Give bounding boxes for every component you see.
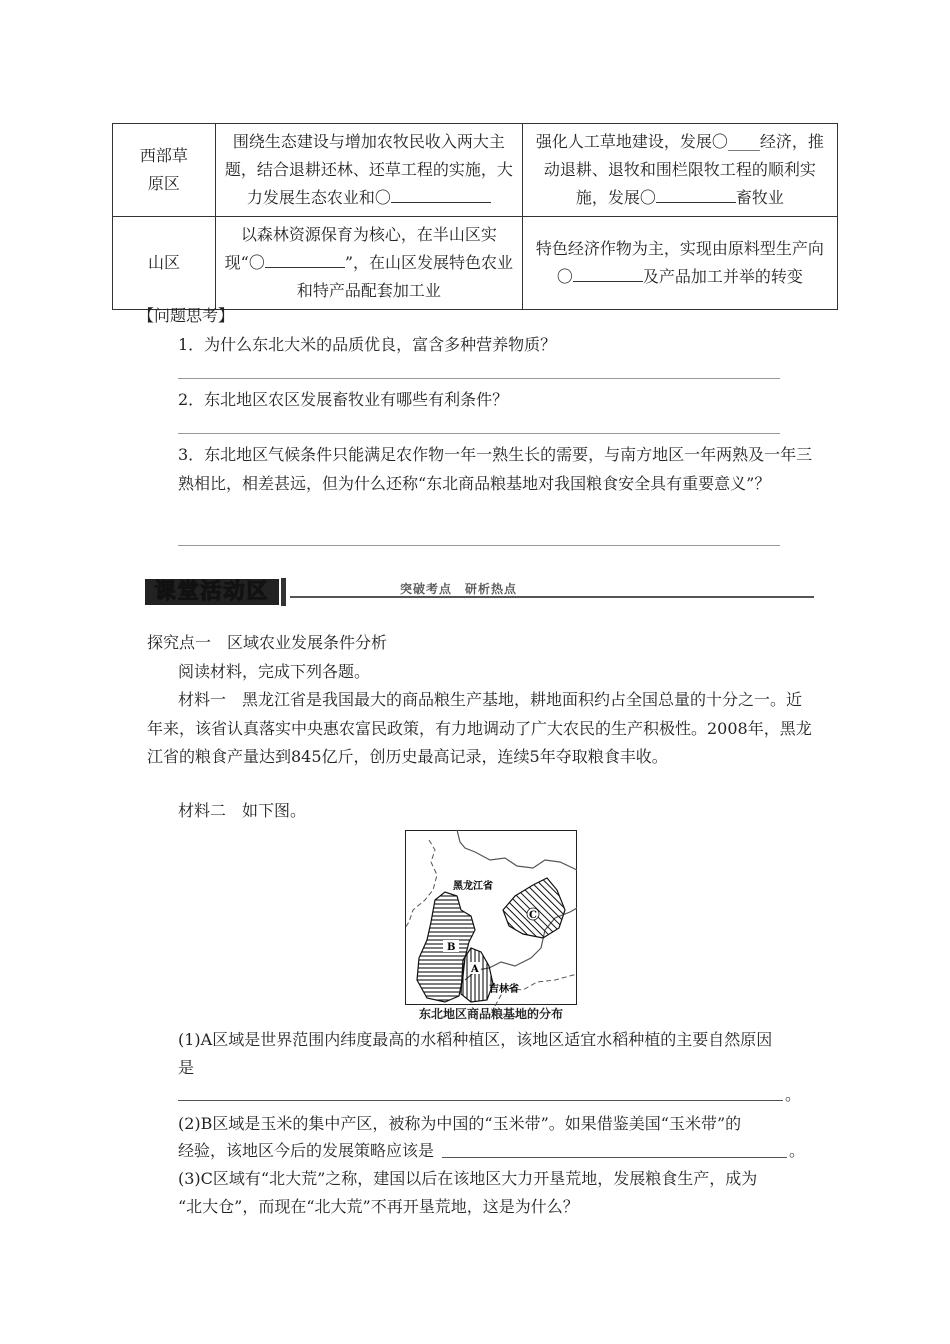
label-heilongjiang: 黑龙江省 bbox=[453, 881, 493, 892]
subquestion-1-end: 。 bbox=[785, 1085, 802, 1104]
label-jilin: 吉林省 bbox=[489, 984, 519, 995]
answer-line[interactable] bbox=[178, 433, 780, 434]
material-1: 材料一 黑龙江省是我国最大的商品粮生产基地，耕地面积约占全国总量的十分之一。近年来，该省认真落实中央惠农富民政策，有力地调动了广大农民的生产积极性。2008年，黑龙江省的粮食产量达到845亿斤，创历史最高记录，连续5年夺取粮食丰收。 bbox=[147, 690, 812, 766]
label-c: C bbox=[529, 910, 537, 921]
subquestion-1: (1)A区域是世界范围内纬度最高的水稻种植区，该地区适宜水稻种植的主要自然原因 bbox=[178, 1030, 773, 1049]
subquestion-2: (2)B区域是玉米的集中产区，被称为中国的“玉米带”。如果借鉴美国“玉米带”的 bbox=[178, 1114, 742, 1133]
right-text: 强化人工草地建设，发展〇____经济，推动退耕、退牧和围栏限牧工程的顺利实施，发展〇 bbox=[535, 132, 824, 207]
subquestion-3: (3)C区域有“北大荒”之称，建国以后在该地区大力开垦荒地，发展粮食生产，成为 bbox=[178, 1169, 758, 1188]
subquestion-2-end: 。 bbox=[789, 1141, 806, 1160]
table-row bbox=[113, 217, 838, 310]
section-heading: 探究点一 区域农业发展条件分析 bbox=[147, 633, 388, 652]
question-1: 1．为什么东北大米的品质优良，富含多种营养物质？ bbox=[178, 335, 557, 354]
banner-divider bbox=[281, 578, 286, 606]
region-name: 山区 bbox=[147, 253, 180, 272]
middle-cell bbox=[215, 124, 522, 217]
subquestion-1-cont: 是 bbox=[178, 1058, 195, 1077]
answer-line[interactable] bbox=[442, 1157, 787, 1158]
banner-rule bbox=[290, 596, 814, 598]
answer-blank[interactable] bbox=[265, 249, 345, 268]
map-caption: 东北地区商品粮基地的分布 bbox=[418, 1007, 563, 1021]
middle-text: “〇 bbox=[240, 253, 265, 272]
answer-blank[interactable] bbox=[573, 263, 643, 282]
answer-blank[interactable] bbox=[391, 184, 491, 203]
commodity-grain-map bbox=[405, 830, 577, 1006]
region-name: 西部草原区 bbox=[139, 146, 188, 193]
answer-blank[interactable] bbox=[656, 184, 736, 203]
answer-line[interactable] bbox=[178, 545, 780, 546]
middle-text: 围绕生态建设与增加农牧民收入两大主题，结合退耕还林、还草工程的实施，大力发展生态农业和〇 bbox=[224, 132, 513, 207]
banner-title: 课堂活动区 bbox=[154, 579, 270, 603]
subquestion-2-cont: 经验，该地区今后的发展策略应该是 bbox=[178, 1141, 435, 1160]
banner-subtitle: 突破考点 研析热点 bbox=[400, 582, 518, 596]
answer-line[interactable] bbox=[178, 378, 780, 379]
question-3: 3．东北地区气候条件只能满足农作物一年一熟生长的需要，与南方地区一年两熟及一年三熟相比，相差甚远，但为什么还称“东北商品粮基地对我国粮食安全具有重要意义”？ bbox=[178, 445, 813, 493]
right-cell bbox=[522, 217, 837, 310]
right-cell bbox=[522, 124, 837, 217]
question-2: 2．东北地区农区发展畜牧业有哪些有利条件？ bbox=[178, 390, 509, 409]
subquestion-3-cont: “北大仓”，而现在“北大荒”不再开垦荒地，这是为什么？ bbox=[178, 1197, 579, 1216]
region-table bbox=[112, 123, 838, 310]
section-banner bbox=[143, 576, 281, 607]
middle-text: ”，在山区发展特色农业和特产品配套加工业 bbox=[296, 253, 514, 300]
right-text: 特色经济作物为主，实现由原料型生产向〇 bbox=[535, 239, 824, 286]
middle-text: 以森林资源保育为核心，在半山区实现 bbox=[224, 225, 497, 272]
right-text: 及产品加工并举的转变 bbox=[642, 267, 803, 286]
region-cell bbox=[113, 124, 216, 217]
section-intro: 阅读材料，完成下列各题。 bbox=[178, 662, 371, 681]
label-b: B bbox=[447, 942, 456, 953]
material-2: 材料二 如下图。 bbox=[178, 801, 307, 820]
table-row bbox=[113, 124, 838, 217]
label-a: A bbox=[471, 964, 479, 975]
middle-cell bbox=[215, 217, 522, 310]
right-tail: 畜牧业 bbox=[735, 188, 784, 207]
answer-line[interactable] bbox=[178, 1100, 783, 1101]
questions-heading: 【问题思考】 bbox=[138, 306, 235, 325]
region-cell bbox=[113, 217, 216, 310]
